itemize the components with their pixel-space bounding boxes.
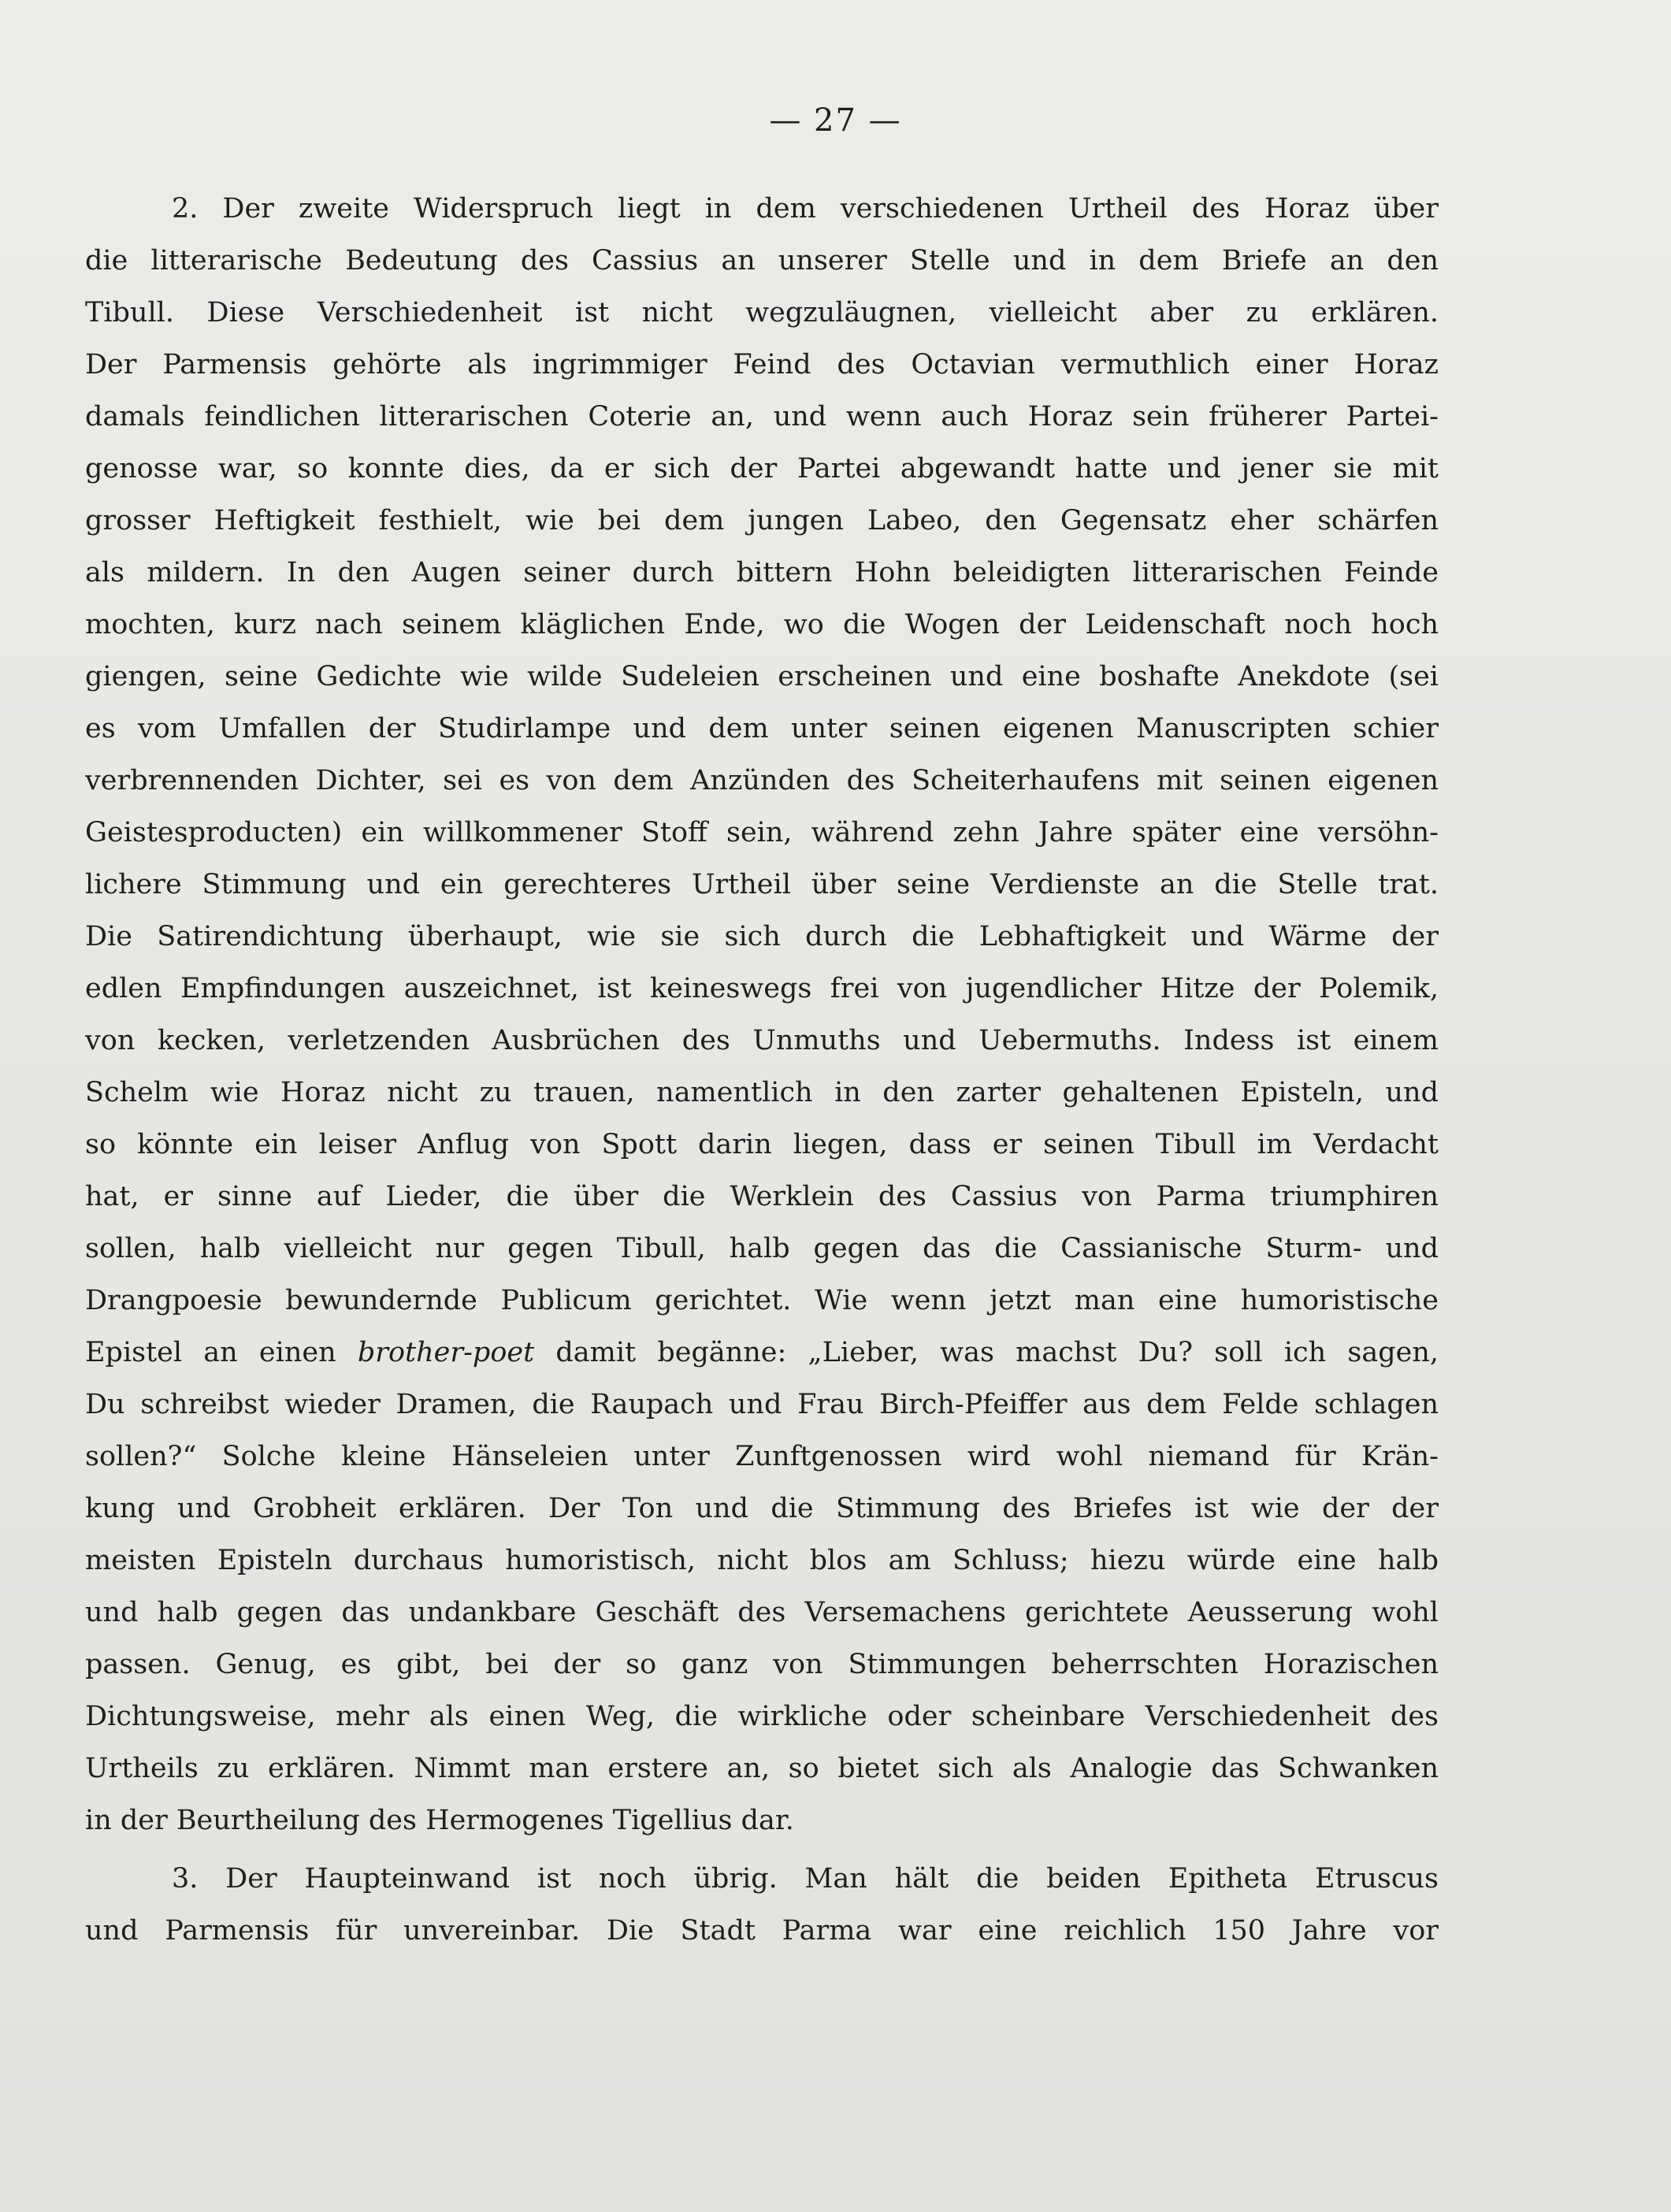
text-line: 2. Der zweite Widerspruch liegt in dem verschiedenen Urtheil des Horaz über xyxy=(172,193,1439,225)
text-line: Dichtungsweise, mehr als einen Weg, die wirkliche oder scheinbare Verschiedenheit des xyxy=(85,1701,1439,1732)
text-line: damals feindlichen litterarischen Coterie an, und wenn auch Horaz sein früherer Partei- xyxy=(85,401,1439,432)
text-line: Drangpoesie bewundernde Publicum gerichtet. Wie wenn jetzt man eine humoristische xyxy=(85,1285,1439,1316)
text-line: hat, er sinne auf Lieder, die über die Werklein des Cassius von Parma triumphiren xyxy=(85,1181,1439,1212)
text-line: sollen, halb vielleicht nur gegen Tibull, halb gegen das die Cassianische Sturm- und xyxy=(85,1233,1439,1264)
text-line: Schelm wie Horaz nicht zu trauen, namentlich in den zarter gehaltenen Episteln, und xyxy=(85,1077,1439,1108)
text-line-emphasis xyxy=(85,1327,1439,1379)
paragraph-gap xyxy=(85,1846,1439,1853)
text-line: Urtheils zu erklären. Nimmt man erstere an, so bietet sich als Analogie das Schwanken xyxy=(85,1753,1439,1784)
text-line: als mildern. In den Augen seiner durch bittern Hohn beleidigten litterarischen Feinde xyxy=(85,557,1439,588)
text-line: passen. Genug, es gibt, bei der so ganz von Stimmungen beherrschten Horazischen xyxy=(85,1649,1439,1680)
text-line: und halb gegen das undankbare Geschäft des Versemachens gerichtete Aeusserung wohl xyxy=(85,1597,1439,1628)
text-line: kung und Grobheit erklären. Der Ton und die Stimmung des Briefes ist wie der der xyxy=(85,1493,1439,1524)
text-line: Der Parmensis gehörte als ingrimmiger Feind des Octavian vermuthlich einer Horaz xyxy=(85,349,1439,380)
text-line: lichere Stimmung und ein gerechteres Urtheil über seine Verdienste an die Stelle trat. xyxy=(85,869,1439,900)
text-line: giengen, seine Gedichte wie wilde Sudeleien erscheinen und eine boshafte Anekdote (sei xyxy=(85,661,1439,692)
text-line: es vom Umfallen der Studirlampe und dem unter seinen eigenen Manuscripten schier xyxy=(85,713,1439,744)
text-line: Tibull. Diese Verschiedenheit ist nicht wegzuläugnen, vielleicht aber zu erklären. xyxy=(85,297,1439,328)
text-line: von kecken, verletzenden Ausbrüchen des Unmuths und Uebermuths. Indess ist einem xyxy=(85,1025,1439,1056)
page-number: — 27 — xyxy=(769,102,902,139)
text-line: die litterarische Bedeutung des Cassius an unserer Stelle und in dem Briefe an den xyxy=(85,245,1439,276)
text-fragment: Epistel an einen xyxy=(85,1337,358,1368)
text-line: meisten Episteln durchaus humoristisch, nicht blos am Schluss; hiezu würde eine halb xyxy=(85,1545,1439,1576)
text-line: edlen Empfindungen auszeichnet, ist keineswegs frei von jugendlicher Hitze der Polemik, xyxy=(85,973,1439,1004)
italic-term: brother-poet xyxy=(357,1337,535,1368)
text-line: genosse war, so konnte dies, da er sich der Partei abgewandt hatte und jener sie mit xyxy=(85,453,1439,484)
text-line: so könnte ein leiser Anflug von Spott darin liegen, dass er seinen Tibull im Verdacht xyxy=(85,1129,1439,1160)
text-fragment: damit begänne: „Lieber, was machst Du? soll ich sagen, xyxy=(534,1337,1439,1368)
text-line: und Parmensis für unvereinbar. Die Stadt Parma war eine reichlich 150 Jahre vor xyxy=(85,1915,1439,1947)
text-line: Die Satirendichtung überhaupt, wie sie sich durch die Lebhaftigkeit und Wärme der xyxy=(85,921,1439,952)
text-line: in der Beurtheilung des Hermogenes Tigellius dar. xyxy=(85,1805,794,1836)
text-line: Du schreibst wieder Dramen, die Raupach und Frau Birch-Pfeiffer aus dem Felde schlagen xyxy=(85,1389,1439,1420)
text-line: verbrennenden Dichter, sei es von dem Anzünden des Scheiterhaufens mit seinen eigenen xyxy=(85,765,1439,796)
body-text xyxy=(85,183,1439,1957)
text-line: mochten, kurz nach seinem kläglichen Ende, wo die Wogen der Leidenschaft noch hoch xyxy=(85,609,1439,640)
text-line: 3. Der Haupteinwand ist noch übrig. Man hält die beiden Epitheta Etruscus xyxy=(172,1863,1439,1895)
text-line: sollen?“ Solche kleine Hänseleien unter Zunftgenossen wird wohl niemand für Krän- xyxy=(85,1441,1439,1472)
text-line: Geistesproducten) ein willkommener Stoff sein, während zehn Jahre später eine versöhn- xyxy=(85,817,1439,848)
text-line: grosser Heftigkeit festhielt, wie bei dem jungen Labeo, den Gegensatz eher schärfen xyxy=(85,505,1439,536)
